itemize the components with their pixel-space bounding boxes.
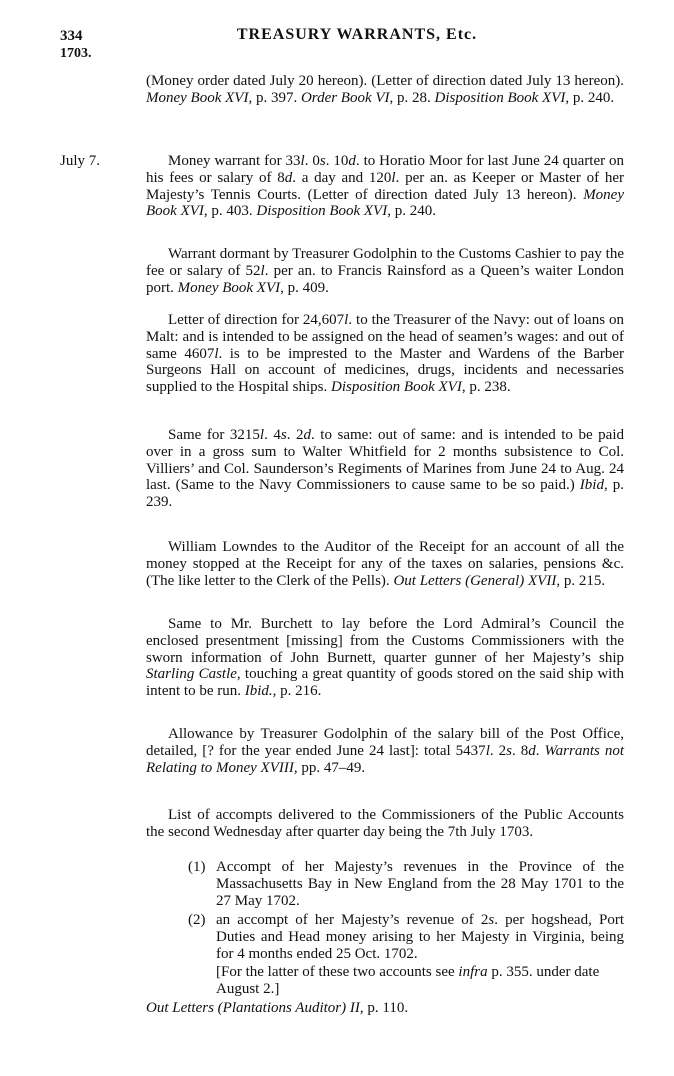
entry-paragraph: (Money order dated July 20 hereon). (Letter of direction dated July 13 hereon). Money Book XVI, p. 397. Order Book VI, p. 28. Disposition Book XVI, p. 240.: [146, 73, 624, 106]
margin-date: July 7.: [60, 153, 101, 169]
entry-paragraph: Warrant dormant by Treasurer Godolphin to the Customs Cashier to pay the fee or salary of 52l. per an. to Francis Rainsford as a Queen’s waiter London port. Money Book XVI, p. 409.: [146, 246, 624, 296]
entry-paragraph: Same for 3215l. 4s. 2d. to same: out of same: and is intended to be paid over in a gross sum to Walter Whitfield for 2 months subsistence to Col. Villiers’ and Col. Saunderson’s Regiments of Marines from June 24 to Aug. 24 last. (Same to the Navy Commissioners to cause same to be so paid.) Ibid, p. 239.: [146, 427, 624, 511]
page-number: 334: [60, 28, 83, 44]
list-item: [190, 912, 624, 962]
entry-paragraph: Letter of direction for 24,607l. to the Treasurer of the Navy: out of loans on Malt: and is intended to be assigned on the head of seamen’s wages: and out of same 4607l. is to be imprested to the Master and Wardens of the Barber Surgeons Hall on account of medicines, drugs, incidents and necessaries supplied to the Hospital ships. Disposition Book XVI, p. 238.: [146, 312, 624, 396]
list-marker: (2): [188, 912, 206, 928]
running-title: TREASURY WARRANTS, Etc.: [236, 26, 478, 43]
entry-paragraph: Allowance by Treasurer Godolphin of the salary bill of the Post Office, detailed, [? for the year ended June 24 last]: total 5437l. 2s. 8d. Warrants not Relating to Money XVIII, pp. 47–49.: [146, 726, 625, 776]
entry-paragraph: List of accompts delivered to the Commissioners of the Public Accounts the second Wednesday after quarter day being the 7th July 1703.: [146, 807, 624, 840]
list-item-text: Accompt of her Majesty’s revenues in the Province of the Massachusetts Bay in New England from the 28 May 1701 to the 27 May 1702.: [216, 859, 624, 909]
margin-year: 1703.: [60, 46, 92, 61]
list-item: [190, 859, 624, 909]
source-reference: Out Letters (Plantations Auditor) II, p. 110.: [146, 1000, 409, 1016]
bracket-note: [For the latter of these two accounts see infra p. 355. under date August 2.]: [216, 964, 600, 997]
entry-paragraph: Money warrant for 33l. 0s. 10d. to Horatio Moor for last June 24 quarter on his fees or salary of 8d. a day and 120l. per an. as Keeper or Master of her Majesty’s Tennis Courts. (Letter of direction dated July 13 hereon). Money Book XVI, p. 403. Disposition Book XVI, p. 240.: [146, 153, 625, 220]
entry-paragraph: Same to Mr. Burchett to lay before the Lord Admiral’s Council the enclosed presentment [missing] from the Customs Commissioners with the sworn information of John Burnett, quarter gunner of her Majesty’s ship Starling Castle, touching a great quantity of goods stored on the said ship with intent to be run. Ibid., p. 216.: [146, 616, 624, 700]
list-item-text: an accompt of her Majesty’s revenue of 2s. per hogshead, Port Duties and Head money arising to her Majesty in Virginia, being for 4 months ended 25 Oct. 1702.: [216, 912, 624, 962]
list-marker: (1): [188, 859, 206, 875]
entry-paragraph: William Lowndes to the Auditor of the Receipt for an account of all the money stopped at the Receipt for any of the taxes on salaries, pensions &c. (The like letter to the Clerk of the Pells). Out Letters (General) XVII, p. 215.: [146, 539, 624, 589]
